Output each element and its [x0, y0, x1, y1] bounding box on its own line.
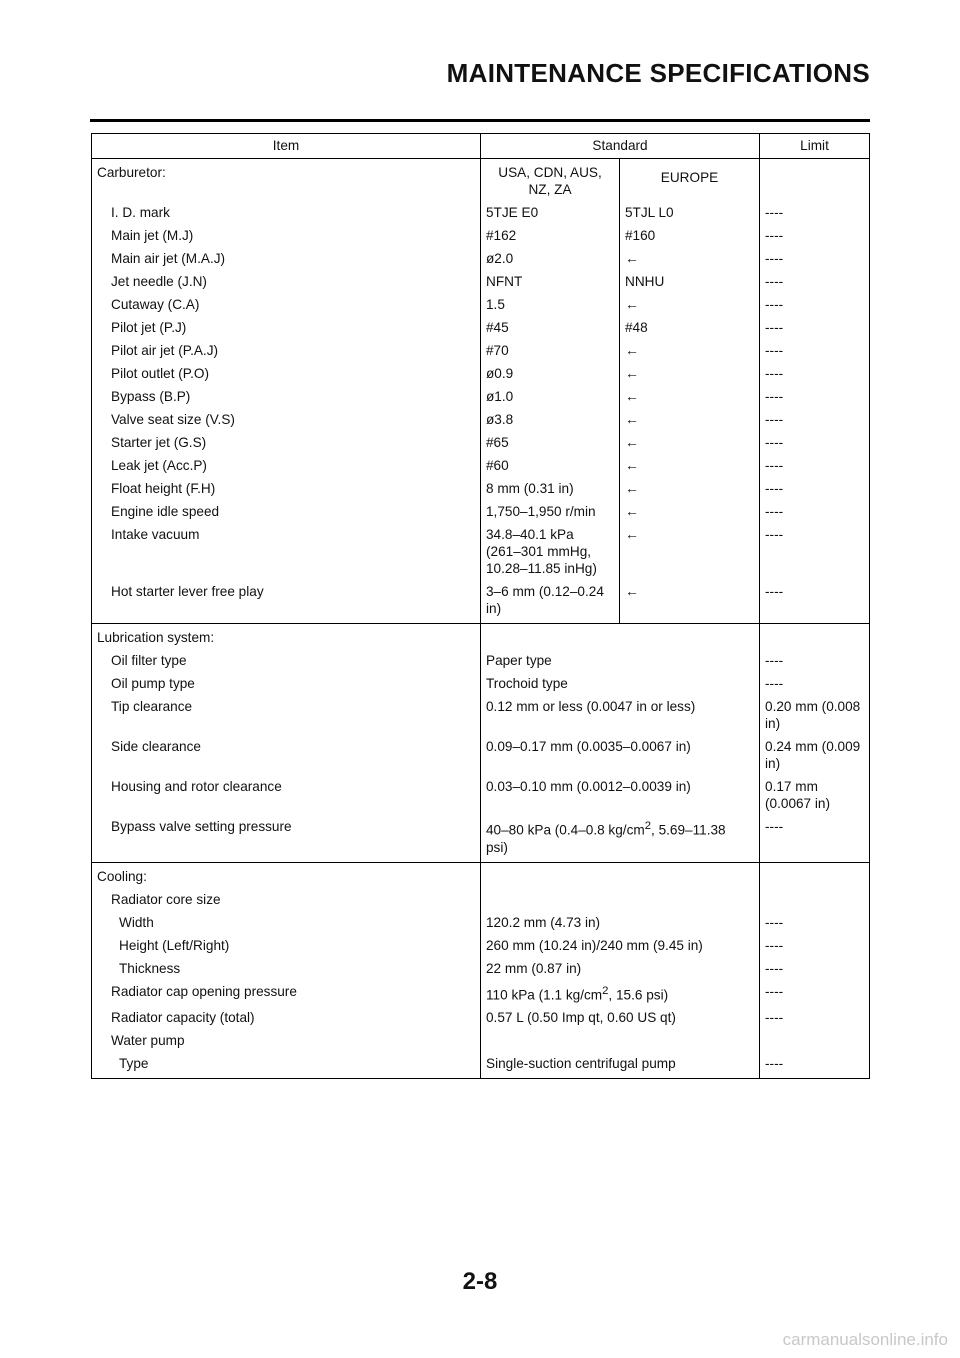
limit-cell: ----: [760, 815, 870, 862]
item-cell: Valve seat size (V.S): [92, 408, 481, 431]
standard-cell: #65: [481, 431, 620, 454]
item-cell: Type: [92, 1052, 481, 1079]
item-cell: Main air jet (M.A.J): [92, 247, 481, 270]
table-row: [92, 1006, 870, 1029]
limit-cell: [760, 1029, 870, 1052]
table-row: [92, 408, 870, 431]
standard-text: , 5.69–11.38 psi): [486, 822, 726, 855]
limit-cell: [760, 862, 870, 888]
standard-cell: ø3.8: [481, 408, 620, 431]
limit-cell: ----: [760, 580, 870, 624]
limit-cell: [760, 888, 870, 911]
table-row: [92, 815, 870, 862]
standard-cell: ←: [620, 362, 760, 385]
page-title: MAINTENANCE SPECIFICATIONS: [446, 58, 870, 88]
table-row: [92, 523, 870, 580]
standard-cell: 5TJL L0: [620, 201, 760, 224]
standard-cell: Single-suction centrifugal pump: [481, 1052, 760, 1079]
item-cell: Pilot outlet (P.O): [92, 362, 481, 385]
standard-text: , 15.6 psi): [608, 987, 669, 1003]
item-cell: Engine idle speed: [92, 500, 481, 523]
item-cell: Float height (F.H): [92, 477, 481, 500]
table-row: [92, 888, 870, 911]
spec-table: [91, 133, 870, 1079]
column-header-standard: Standard: [481, 134, 760, 159]
section-heading-row: [92, 159, 870, 202]
page-number: 2-8: [462, 1268, 498, 1295]
table-row: [92, 270, 870, 293]
standard-cell: Paper type: [481, 649, 760, 672]
market-label: EUROPE: [620, 159, 760, 202]
table-row: [92, 695, 870, 735]
standard-cell: #48: [620, 316, 760, 339]
standard-cell: 0.03–0.10 mm (0.0012–0.0039 in): [481, 775, 760, 815]
page-header: [90, 55, 870, 125]
table-row: [92, 201, 870, 224]
limit-cell: [760, 624, 870, 650]
standard-cell: ←: [620, 454, 760, 477]
standard-cell: NFNT: [481, 270, 620, 293]
standard-cell: ←: [620, 500, 760, 523]
standard-cell: ←: [620, 408, 760, 431]
item-cell: Bypass (B.P): [92, 385, 481, 408]
table-row: [92, 911, 870, 934]
standard-text: 110 kPa (1.1 kg/cm: [486, 987, 603, 1003]
standard-cell: ←: [620, 339, 760, 362]
standard-cell: [481, 888, 760, 911]
limit-cell: ----: [760, 523, 870, 580]
table-row: [92, 934, 870, 957]
limit-cell: ----: [760, 270, 870, 293]
item-cell: Height (Left/Right): [92, 934, 481, 957]
item-cell: Housing and rotor clearance: [92, 775, 481, 815]
table-row: [92, 477, 870, 500]
table-header-row: [92, 134, 870, 159]
item-cell: Oil filter type: [92, 649, 481, 672]
standard-cell: ø0.9: [481, 362, 620, 385]
limit-cell: ----: [760, 957, 870, 980]
item-cell: Jet needle (J.N): [92, 270, 481, 293]
table-row: [92, 385, 870, 408]
section-heading: Lubrication system:: [92, 624, 481, 650]
table-row: [92, 1029, 870, 1052]
item-cell: Radiator core size: [92, 888, 481, 911]
standard-cell: ←: [620, 293, 760, 316]
item-cell: Hot starter lever free play: [92, 580, 481, 624]
section-heading-row: [92, 862, 870, 888]
standard-text: 40–80 kPa (0.4–0.8 kg/cm: [486, 822, 645, 838]
superscript: 2: [602, 984, 609, 997]
market-label: USA, CDN, AUS, NZ, ZA: [481, 159, 620, 202]
standard-cell: NNHU: [620, 270, 760, 293]
limit-cell: ----: [760, 385, 870, 408]
table-row: [92, 316, 870, 339]
item-cell: Leak jet (Acc.P): [92, 454, 481, 477]
standard-cell: 5TJE E0: [481, 201, 620, 224]
table-row: [92, 735, 870, 775]
standard-cell: ←: [620, 247, 760, 270]
limit-cell: [760, 159, 870, 202]
standard-cell: 260 mm (10.24 in)/240 mm (9.45 in): [481, 934, 760, 957]
limit-cell: ----: [760, 431, 870, 454]
lubrication-section: [92, 624, 870, 863]
item-cell: Main jet (M.J): [92, 224, 481, 247]
limit-cell: ----: [760, 980, 870, 1007]
standard-cell: ø2.0: [481, 247, 620, 270]
table-row: [92, 580, 870, 624]
table-row: [92, 500, 870, 523]
standard-cell: ←: [620, 580, 760, 624]
standard-cell: [481, 862, 760, 888]
item-cell: Starter jet (G.S): [92, 431, 481, 454]
limit-cell: ----: [760, 1052, 870, 1079]
standard-cell: 0.57 L (0.50 Imp qt, 0.60 US qt): [481, 1006, 760, 1029]
limit-cell: 0.20 mm (0.008 in): [760, 695, 870, 735]
limit-cell: ----: [760, 649, 870, 672]
standard-cell: ←: [620, 385, 760, 408]
limit-cell: ----: [760, 500, 870, 523]
item-cell: Oil pump type: [92, 672, 481, 695]
table-row: [92, 454, 870, 477]
section-heading: Carburetor:: [92, 159, 481, 202]
limit-cell: 0.24 mm (0.009 in): [760, 735, 870, 775]
watermark: carmanualsonline.info: [782, 1330, 948, 1349]
column-header-limit: Limit: [760, 134, 870, 159]
item-cell: Radiator cap opening pressure: [92, 980, 481, 1007]
cooling-section: [92, 862, 870, 1079]
limit-cell: ----: [760, 672, 870, 695]
standard-cell: ø1.0: [481, 385, 620, 408]
table-row: [92, 672, 870, 695]
standard-cell: 120.2 mm (4.73 in): [481, 911, 760, 934]
table-row: [92, 957, 870, 980]
standard-cell: #60: [481, 454, 620, 477]
standard-cell: [481, 815, 760, 862]
standard-cell: ←: [620, 431, 760, 454]
header-rule: [90, 119, 870, 122]
limit-cell: ----: [760, 1006, 870, 1029]
table-row: [92, 247, 870, 270]
standard-cell: ←: [620, 523, 760, 580]
standard-cell: #160: [620, 224, 760, 247]
table-row: [92, 775, 870, 815]
item-cell: Pilot air jet (P.A.J): [92, 339, 481, 362]
standard-cell: 1.5: [481, 293, 620, 316]
table-row: [92, 980, 870, 1007]
standard-cell: #70: [481, 339, 620, 362]
standard-cell: 3–6 mm (0.12–0.24 in): [481, 580, 620, 624]
limit-cell: ----: [760, 408, 870, 431]
limit-cell: 0.17 mm (0.0067 in): [760, 775, 870, 815]
standard-cell: [481, 624, 760, 650]
table-row: [92, 649, 870, 672]
limit-cell: ----: [760, 477, 870, 500]
limit-cell: ----: [760, 201, 870, 224]
item-cell: Tip clearance: [92, 695, 481, 735]
table-row: [92, 293, 870, 316]
carburetor-section: [92, 159, 870, 624]
item-cell: Water pump: [92, 1029, 481, 1052]
standard-cell: Trochoid type: [481, 672, 760, 695]
limit-cell: ----: [760, 247, 870, 270]
item-cell: Thickness: [92, 957, 481, 980]
item-cell: Bypass valve setting pressure: [92, 815, 481, 862]
item-cell: Intake vacuum: [92, 523, 481, 580]
superscript: 2: [644, 820, 652, 832]
limit-cell: ----: [760, 224, 870, 247]
limit-cell: ----: [760, 362, 870, 385]
standard-cell: [481, 1029, 760, 1052]
table-row: [92, 224, 870, 247]
limit-cell: ----: [760, 339, 870, 362]
table-row: [92, 362, 870, 385]
table-row: [92, 431, 870, 454]
item-cell: Cutaway (C.A): [92, 293, 481, 316]
item-cell: Width: [92, 911, 481, 934]
standard-cell: 34.8–40.1 kPa (261–301 mmHg, 10.28–11.85 inHg): [481, 523, 620, 580]
item-cell: I. D. mark: [92, 201, 481, 224]
table-row: [92, 1052, 870, 1079]
standard-cell: 8 mm (0.31 in): [481, 477, 620, 500]
standard-cell: #162: [481, 224, 620, 247]
standard-cell: 0.12 mm or less (0.0047 in or less): [481, 695, 760, 735]
section-heading: Cooling:: [92, 862, 481, 888]
standard-cell: 1,750–1,950 r/min: [481, 500, 620, 523]
limit-cell: ----: [760, 316, 870, 339]
table-row: [92, 339, 870, 362]
limit-cell: ----: [760, 293, 870, 316]
item-cell: Pilot jet (P.J): [92, 316, 481, 339]
column-header-item: Item: [92, 134, 481, 159]
limit-cell: ----: [760, 934, 870, 957]
item-cell: Radiator capacity (total): [92, 1006, 481, 1029]
limit-cell: ----: [760, 911, 870, 934]
standard-cell: ←: [620, 477, 760, 500]
standard-cell: [481, 980, 760, 1007]
limit-cell: ----: [760, 454, 870, 477]
section-heading-row: [92, 624, 870, 650]
item-cell: Side clearance: [92, 735, 481, 775]
standard-cell: #45: [481, 316, 620, 339]
standard-cell: 22 mm (0.87 in): [481, 957, 760, 980]
standard-cell: 0.09–0.17 mm (0.0035–0.0067 in): [481, 735, 760, 775]
